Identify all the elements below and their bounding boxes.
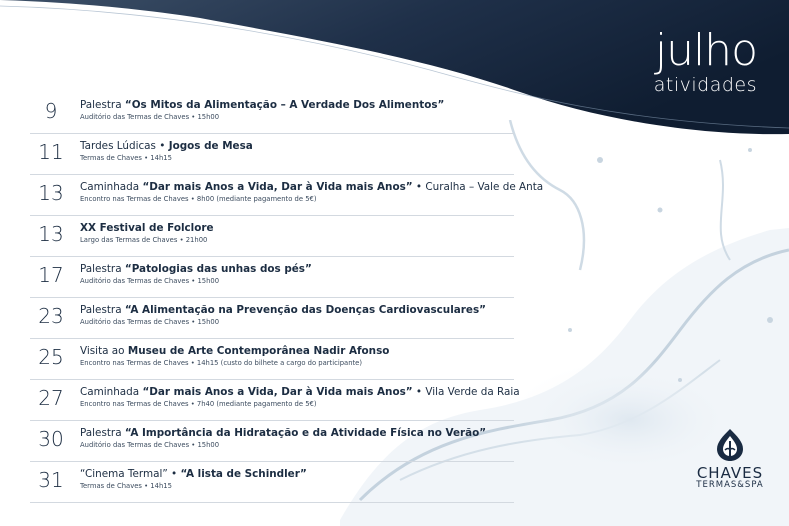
event-type: Caminhada <box>80 181 140 193</box>
event-row <box>30 340 514 380</box>
event-day: 30 <box>38 427 64 451</box>
logo-emblem-icon <box>711 428 749 462</box>
event-type: “Cinema Termal” • <box>80 468 178 480</box>
event-type: Palestra <box>80 263 122 275</box>
event-type: Palestra <box>80 304 122 316</box>
event-day: 17 <box>38 263 64 287</box>
event-details: Auditório das Termas de Chaves • 15h00 <box>80 113 220 121</box>
month-title: julho <box>654 25 757 76</box>
event-row <box>30 258 514 298</box>
event-title: “Dar mais Anos a Vida, Dar à Vida mais Anos” <box>142 181 413 193</box>
event-title: “Os Mitos da Alimentação – A Verdade Dos Alimentos” <box>124 99 445 111</box>
event-day: 27 <box>38 386 64 410</box>
event-title: “A Importância da Hidratação e da Atividade Física no Verão” <box>124 427 487 439</box>
logo-name: CHAVES <box>696 464 764 482</box>
event-title: Jogos de Mesa <box>168 140 253 152</box>
event-day: 25 <box>38 345 64 369</box>
event-row <box>30 176 544 216</box>
event-day: 31 <box>38 468 64 492</box>
event-day: 23 <box>38 304 64 328</box>
event-location-extra: • Vila Verde da Raia <box>415 386 520 398</box>
event-details: Auditório das Termas de Chaves • 15h00 <box>80 441 220 449</box>
event-details: Encontro nas Termas de Chaves • 7h40 (mediante pagamento de 5€) <box>80 400 317 408</box>
event-row <box>30 217 514 257</box>
activities-subtitle: atividades <box>653 74 757 96</box>
event-row <box>30 299 514 339</box>
event-details: Auditório das Termas de Chaves • 15h00 <box>80 277 220 285</box>
event-details: Encontro nas Termas de Chaves • 8h00 (mediante pagamento de 5€) <box>80 195 317 203</box>
event-day: 11 <box>38 140 64 164</box>
logo-tagline: TERMAS&SPA <box>696 480 764 490</box>
event-title: “A Alimentação na Prevenção das Doenças Cardiovasculares” <box>124 304 486 316</box>
event-title: “Dar mais Anos a Vida, Dar à Vida mais Anos” <box>142 386 413 398</box>
events-list <box>30 94 544 504</box>
event-row <box>30 422 514 462</box>
event-details: Auditório das Termas de Chaves • 15h00 <box>80 318 220 326</box>
event-description <box>80 345 389 357</box>
event-details: Encontro nas Termas de Chaves • 14h15 (custo do bilhete a cargo do participante) <box>80 359 363 367</box>
event-description <box>80 304 486 316</box>
page-title <box>653 25 757 96</box>
event-description <box>80 181 543 193</box>
event-title: “A lista de Schindler” <box>180 468 307 480</box>
event-day: 13 <box>38 222 64 246</box>
event-type: Palestra <box>80 99 122 111</box>
event-day: 9 <box>44 99 58 123</box>
event-description <box>80 222 214 234</box>
event-row <box>30 94 514 134</box>
event-location-extra: • Curalha – Vale de Anta <box>415 181 544 193</box>
event-row <box>30 463 514 503</box>
event-description <box>80 468 307 480</box>
event-day: 13 <box>38 181 64 205</box>
event-type: Tardes Lúdicas • <box>80 140 166 152</box>
event-details: Termas de Chaves • 14h15 <box>80 154 172 162</box>
event-description <box>80 99 444 111</box>
event-title: “Patologias das unhas dos pés” <box>124 263 312 275</box>
event-description <box>80 263 312 275</box>
event-description <box>80 427 486 439</box>
event-title: XX Festival de Folclore <box>80 222 214 234</box>
event-row <box>30 135 514 175</box>
event-details: Largo das Termas de Chaves • 21h00 <box>80 236 208 244</box>
event-type: Visita ao <box>80 345 125 357</box>
event-description <box>80 386 520 398</box>
event-description <box>80 140 253 152</box>
event-type: Caminhada <box>80 386 140 398</box>
event-type: Palestra <box>80 427 122 439</box>
event-row <box>30 381 520 421</box>
chaves-logo <box>690 428 770 490</box>
event-details: Termas de Chaves • 14h15 <box>80 482 172 490</box>
event-title: Museu de Arte Contemporânea Nadir Afonso <box>127 345 390 357</box>
